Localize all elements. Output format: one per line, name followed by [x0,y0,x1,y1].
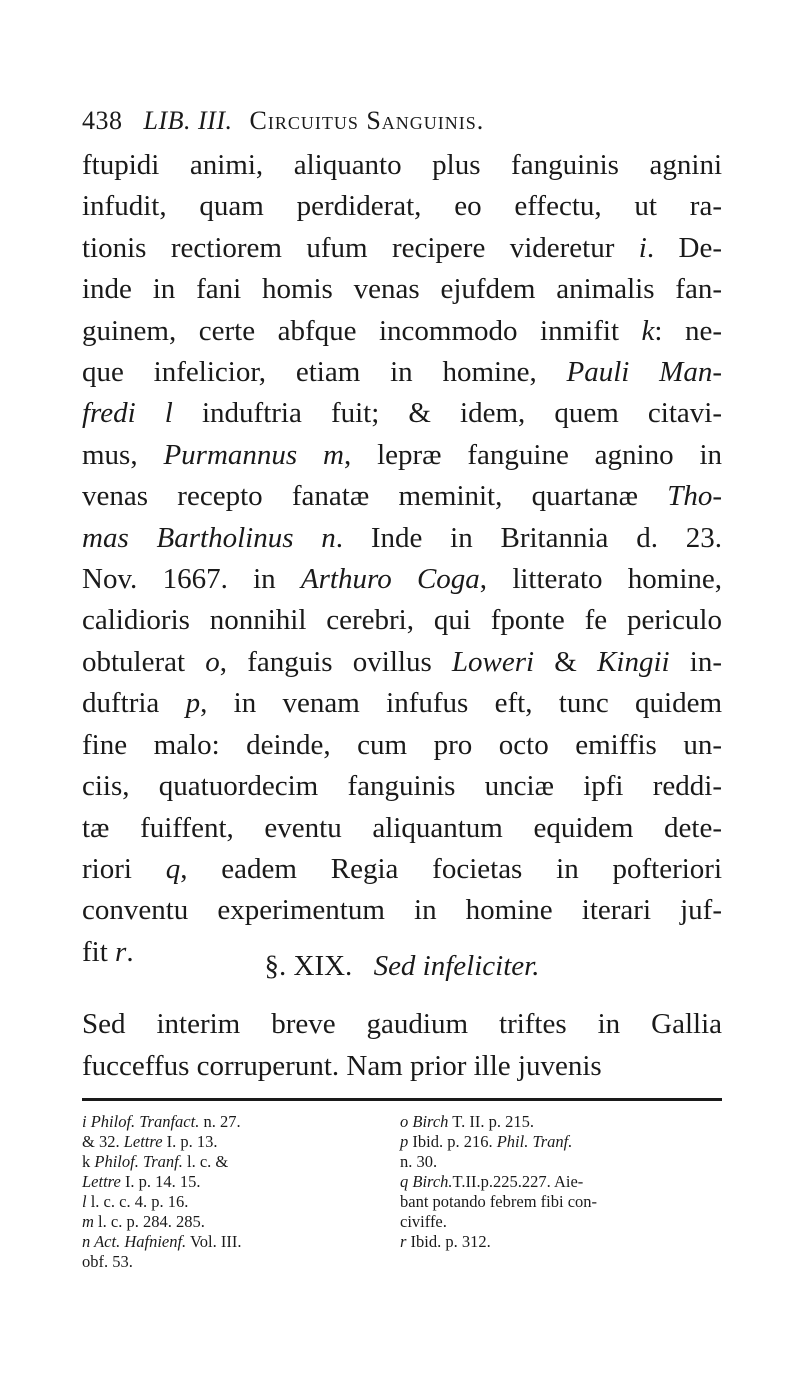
text-run: tionis rectiorem ufum recipere videretur [82,231,639,264]
footnote-line [400,1112,722,1132]
text-run: fucceffus corruperunt. Nam prior ille juvenis [82,1050,602,1082]
footnote-line [400,1212,722,1232]
text-line [82,186,722,227]
footnote-line [82,1172,387,1192]
italic-text: mas Bartholinus n [82,521,336,554]
text-run: conventu experimentum in homine iterari juf- [82,894,722,927]
italic-text: Phil. Tranf. [496,1132,573,1151]
text-run: k [82,1152,95,1171]
footnote-line [82,1252,387,1272]
text-run: l. c. c. 4. p. 16. [86,1192,189,1211]
text-line [82,228,722,269]
italic-text: o [205,645,220,678]
text-run: bant potando febrem fibi con- [400,1192,598,1211]
text-run: fit [82,935,116,968]
footnote-line [400,1152,722,1172]
text-line [82,311,722,352]
text-run: guinem, certe abfque incommodo inmifit [82,314,642,347]
text-line [82,849,722,890]
italic-text: Purmannus m [163,438,344,471]
text-run: . [126,935,134,968]
italic-text: m [82,1212,94,1231]
italic-text: Philof. Tranf. [94,1152,183,1171]
text-line [82,435,722,476]
running-header [82,106,722,136]
italic-text: Loweri [451,645,535,678]
footnote-line [82,1232,387,1252]
italic-text: Kingii [597,645,670,678]
italic-text: n Act. Hafnienf. [82,1232,187,1251]
text-line [82,642,722,683]
text-run: , in venam infufus eft, tunc quidem [200,687,723,720]
text-line [82,518,722,559]
text-run: que infelicior, etiam in homine, [82,356,567,389]
text-run: , eadem Regia focietas in pofteriori [180,852,723,885]
text-line [82,600,722,641]
text-run: , fanguis ovillus [219,645,452,678]
text-line [82,352,722,393]
italic-text: l [82,1192,87,1211]
footnotes-right-column [400,1112,722,1252]
italic-text: Lettre [82,1172,121,1191]
text-run: I. p. 14. 15. [120,1172,201,1191]
section-heading [82,950,722,983]
italic-text: i [638,231,647,264]
text-run: duftria [82,687,186,720]
footnote-rule [82,1098,722,1101]
footnote-line [82,1212,387,1232]
text-run: n. 27. [199,1112,241,1131]
text-run: mus, [82,438,164,471]
italic-text: o Birch [400,1112,449,1131]
text-run: infudit, quam perdiderat, eo effectu, ut ra- [82,190,722,223]
text-line [82,725,722,766]
text-run: l. c. & [182,1152,229,1171]
footnote-line [82,1112,387,1132]
text-run: & [534,645,598,678]
text-run: Vol. III. [186,1232,242,1251]
italic-text: r [400,1232,407,1251]
text-line [82,559,722,600]
text-line [82,683,722,724]
italic-text: k [641,314,655,347]
text-line [82,1045,722,1087]
text-run: riori [82,852,166,885]
text-run: T.II.p.225.227. Aie- [452,1172,584,1191]
text-run: in- [669,645,722,678]
text-run: Ibid. p. 216. [408,1132,497,1151]
text-run: Sed interim breve gaudium triftes in Gallia [82,1008,722,1040]
running-title: Circuitus Sanguinis. [249,106,485,135]
text-run: Nov. 1667. in [82,563,301,596]
footnote-line [400,1232,722,1252]
text-run: induftria fuit; & idem, quem citavi- [172,397,722,430]
italic-text: p [185,687,201,720]
footnote-line [82,1152,387,1172]
section-title: Sed infeliciter. [373,950,540,982]
footnote-line [82,1192,387,1212]
text-run: T. II. p. 215. [448,1112,534,1131]
footnote-line [400,1192,722,1212]
text-run: l. c. p. 284. 285. [93,1212,205,1231]
text-run: . Inde in Britannia d. 23. [335,521,722,554]
book-label: LIB. III. [143,106,233,135]
text-run: inde in fani homis venas ejufdem animalis fan- [82,273,722,306]
text-line [82,808,722,849]
italic-text: i Philof. Tranfact. [82,1112,200,1131]
page-number: 438 [82,106,123,135]
text-line [82,145,722,186]
italic-text: p [400,1132,409,1151]
italic-text: q Birch. [400,1172,453,1191]
italic-text: Arthuro Coga [300,563,480,596]
italic-text: q [165,852,181,885]
footnote-line [400,1172,722,1192]
text-line [82,476,722,517]
text-line [82,269,722,310]
italic-text: Tho- [667,480,722,513]
text-run: : ne- [654,314,723,347]
text-run: & 32. [82,1132,124,1151]
footnote-line [400,1132,722,1152]
footnote-line [82,1132,387,1152]
text-run: fine malo: deinde, cum pro octo emiffis un- [82,728,722,761]
text-run: calidioris nonnihil cerebri, qui fponte fe periculo [82,604,722,637]
text-run: obf. 53. [82,1252,133,1271]
footnotes-left-column [82,1112,387,1272]
italic-text: Pauli Man- [566,356,722,389]
italic-text: r [115,935,127,968]
text-run: civiffe. [400,1212,447,1231]
main-text [82,145,722,973]
text-run: obtulerat [82,645,206,678]
text-line [82,1003,722,1045]
text-run: Ibid. p. 312. [406,1232,491,1251]
text-run: . De- [646,231,722,264]
text-run: ftupidi animi, aliquanto plus fanguinis agnini [82,149,722,181]
text-run: n. 30. [400,1152,438,1171]
text-run: I. p. 13. [162,1132,218,1151]
text-run: , litterato homine, [479,563,722,596]
text-run: tæ fuiffent, eventu aliquantum equidem dete- [82,811,722,844]
text-line [82,393,722,434]
italic-text: fredi l [82,397,173,430]
text-line [82,766,722,807]
second-paragraph [82,1003,722,1087]
text-line [82,890,722,931]
italic-text: Lettre [123,1132,163,1151]
text-run: venas recepto fanatæ meminit, quartanæ [82,480,668,513]
text-run: ciis, quatuordecim fanguinis unciæ ipfi reddi- [82,770,722,803]
section-number: §. XIX. [264,950,353,982]
text-run: , lepræ fanguine agnino in [343,438,723,471]
